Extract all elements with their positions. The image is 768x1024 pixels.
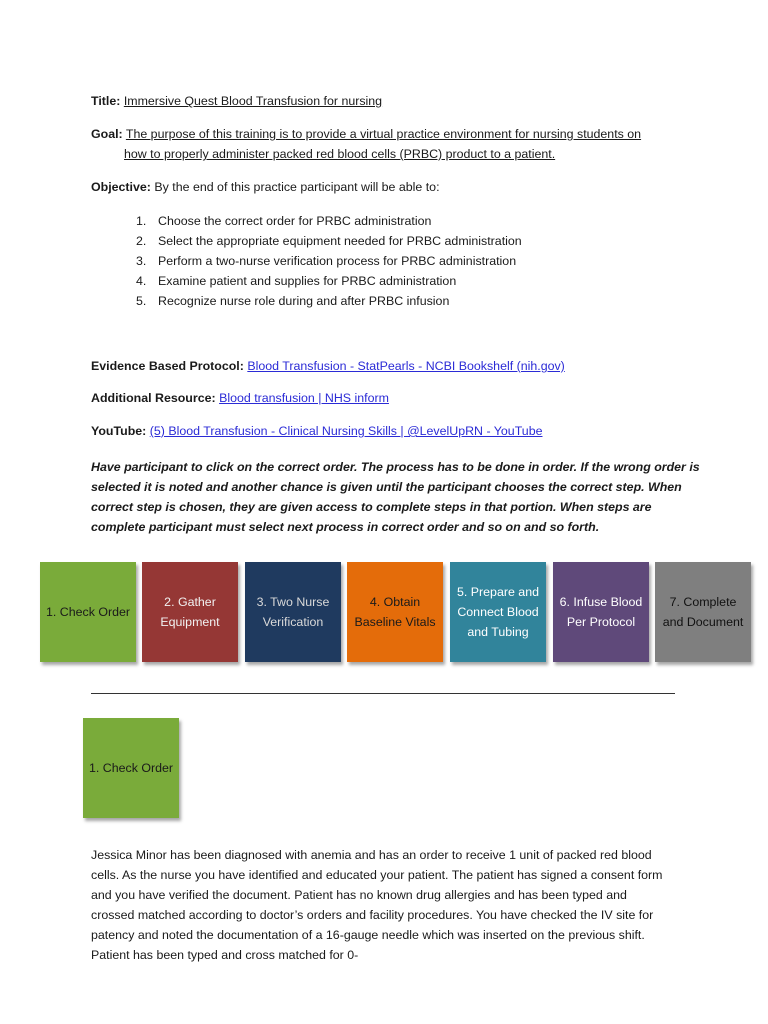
- goal-text-2: how to properly administer packed red blood cells (PRBC) product to a patient.: [124, 147, 556, 161]
- instructions-paragraph: Have participant to click on the correct order. The process has to be done in order. If the wrong order is selected it is noted and another chance is given until the participant chooses the correct step. When correct step is chosen, they are given access to complete steps in that portion. When steps are complete participant must select next process in correct order and so on and so forth.: [91, 460, 700, 534]
- objective-label: Objective:: [91, 180, 151, 194]
- evidence-label: Evidence Based Protocol:: [91, 359, 244, 373]
- title-label: Title:: [91, 94, 121, 108]
- list-item: 4. Examine patient and supplies for PRBC administration: [136, 274, 457, 288]
- step-check-order-button[interactable]: 1. Check Order: [40, 562, 136, 662]
- step-prepare-connect-blood-button[interactable]: 5. Prepare and Connect Blood and Tubing: [450, 562, 546, 662]
- step-two-nurse-verification-button[interactable]: 3. Two Nurse Verification: [245, 562, 341, 662]
- additional-resource-label: Additional Resource:: [91, 391, 216, 405]
- objective-text: By the end of this practice participant will be able to:: [154, 180, 440, 194]
- list-item: 2. Select the appropriate equipment needed for PRBC administration: [136, 234, 522, 248]
- step-obtain-baseline-vitals-button[interactable]: 4. Obtain Baseline Vitals: [347, 562, 443, 662]
- list-item: 3. Perform a two-nurse verification process for PRBC administration: [136, 254, 517, 268]
- additional-resource-line: [91, 391, 389, 405]
- list-item: 1. Choose the correct order for PRBC administration: [136, 214, 432, 228]
- current-step-check-order-button[interactable]: 1. Check Order: [83, 718, 179, 818]
- goal-line-1: [91, 127, 641, 141]
- divider-line: [91, 693, 675, 694]
- goal-label: Goal:: [91, 127, 123, 141]
- step-infuse-blood-button[interactable]: 6. Infuse Blood Per Protocol: [553, 562, 649, 662]
- list-item: 5. Recognize nurse role during and after PRBC infusion: [136, 294, 450, 308]
- title-text: Immersive Quest Blood Transfusion for nursing: [123, 94, 383, 108]
- objective-line: [91, 180, 440, 194]
- step-gather-equipment-button[interactable]: 2. Gather Equipment: [142, 562, 238, 662]
- step-complete-document-button[interactable]: 7. Complete and Document: [655, 562, 751, 662]
- objective-list: [136, 211, 522, 311]
- goal-text-1: The purpose of this training is to provide a virtual practice environment for nursing students on: [125, 127, 642, 141]
- evidence-line: [91, 359, 565, 373]
- scenario-paragraph: Jessica Minor has been diagnosed with anemia and has an order to receive 1 unit of packed red blood cells. As the nurse you have identified and educated your patient. The patient has signed a consent form and you have verified the document. Patient has no known drug allergies and has been typed and crossed matched according to doctor’s orders and facility procedures. You have checked the IV site for patency and noted the documentation of a 16-gauge needle which was inserted on the previous shift. Patient has been typed and cross matched for 0-: [91, 848, 663, 962]
- youtube-label: YouTube:: [91, 424, 147, 438]
- evidence-link[interactable]: Blood Transfusion - StatPearls - NCBI Bookshelf (nih.gov): [247, 359, 565, 373]
- title-line: [91, 94, 382, 108]
- additional-resource-link[interactable]: Blood transfusion | NHS inform: [219, 391, 389, 405]
- youtube-link[interactable]: (5) Blood Transfusion - Clinical Nursing Skills | @LevelUpRN - YouTube: [149, 424, 543, 438]
- youtube-line: [91, 424, 542, 438]
